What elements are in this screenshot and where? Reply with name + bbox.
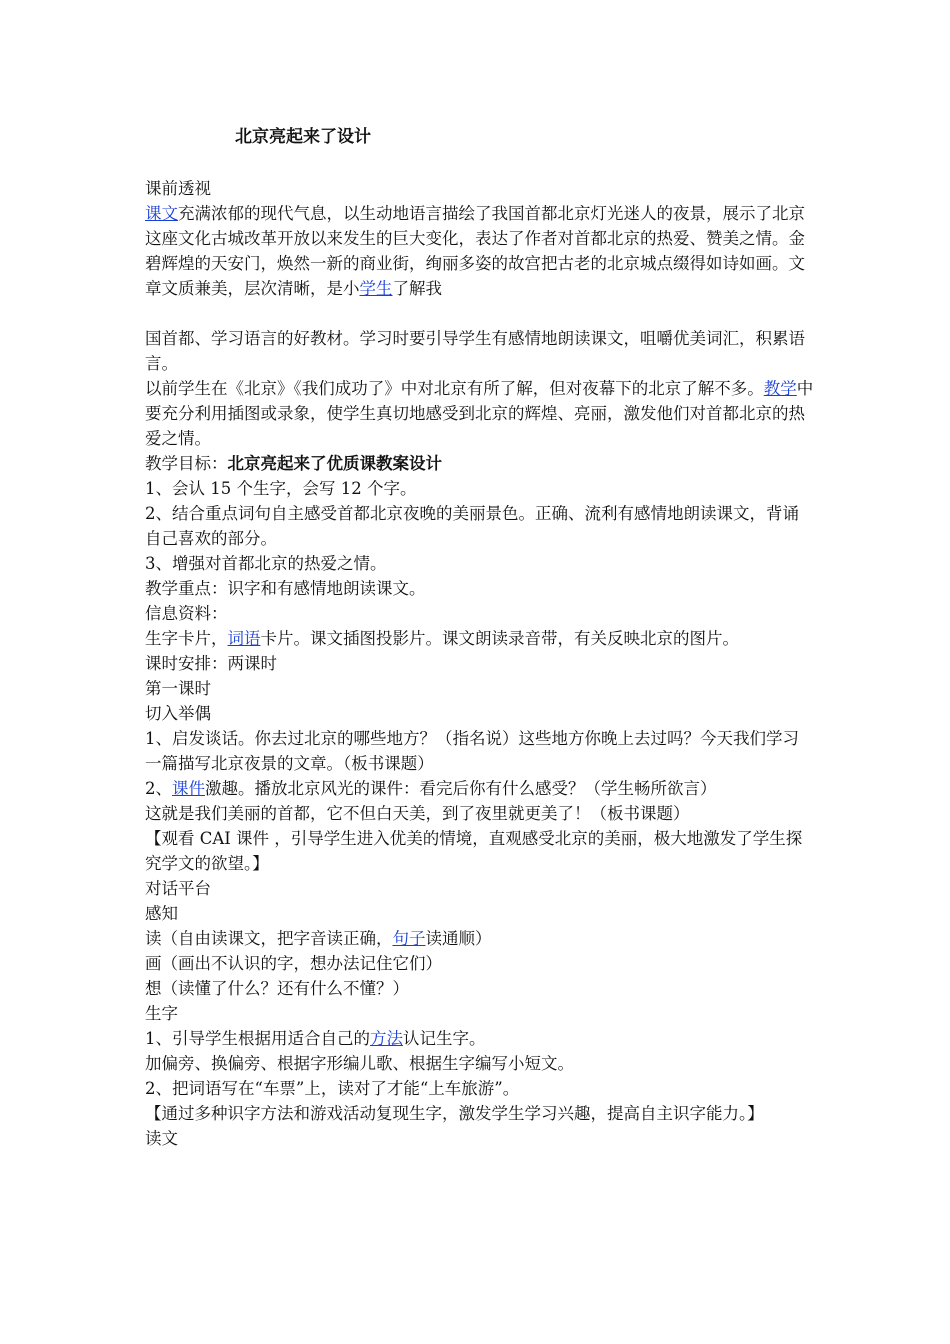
goal-3: 3、增强对首都北京的热爱之情。: [145, 554, 387, 573]
teaching-focus: 教学重点：识字和有感情地朗读课文。: [145, 579, 426, 598]
link-juzi[interactable]: 句子: [392, 929, 426, 948]
read-instruction-tail: 读通顺）: [425, 929, 492, 948]
link-fangfa[interactable]: 方法: [370, 1029, 403, 1048]
document-title: 北京亮起来了设计: [235, 127, 371, 147]
materials-text: 生字卡片，: [145, 629, 228, 648]
lesson-one-heading: 第一课时: [145, 679, 211, 698]
literacy-note: 【通过多种识字方法和游戏活动复现生字，激发学生学习兴趣，提高自主识字能力。】: [145, 1104, 764, 1123]
reading-heading: 读文: [145, 1129, 178, 1148]
paragraph-intro-tail: 了解我: [392, 279, 442, 298]
paragraph-background-tail: 中要充分利用插图或录象，使学生真切地感受到北京的辉煌、亮丽，激发他们对首都北京的热爱之情。: [145, 379, 814, 448]
link-jiaoxue[interactable]: 教学: [763, 379, 797, 398]
link-xuesheng[interactable]: 学生: [359, 279, 393, 298]
read-instruction: [145, 926, 815, 951]
document-page: [145, 124, 815, 1151]
cai-note: 【观看 CAI 课件 ，引导学生进入优美的情境，直观感受北京的美丽，极大地激发了学生探究学文的欲望。】: [145, 829, 803, 873]
new-words-step-2: 2、把词语写在“车票”上，读对了才能“上车旅游”。: [145, 1079, 520, 1098]
step-2-text: 激趣。播放北京风光的课件：看完后你有什么感受？（学生畅所欲言）: [205, 779, 717, 798]
new-words-heading: 生字: [145, 1004, 178, 1023]
blank-line: [145, 301, 815, 326]
paragraph-continue: 国首都、学习语言的好教材。学习时要引导学生有感情地朗读课文，咀嚼优美词汇，积累语言。: [145, 329, 805, 373]
paragraph-intro-text: 充满浓郁的现代气息，以生动地语言描绘了我国首都北京灯光迷人的夜景，展示了北京这座文化古城改革开放以来发生的巨大变化，表达了作者对首都北京的热爱、赞美之情。金碧辉煌的天安门，焕然一新的商业街，绚丽多姿的故宫把古老的北京城点缀得如诗如画。文章文质兼美，层次清晰，是小: [145, 204, 805, 298]
link-kejian[interactable]: 课件: [172, 779, 205, 798]
paragraph-background: [145, 376, 815, 451]
materials-line: [145, 626, 815, 651]
step-1: 1、启发谈话。你去过北京的哪些地方？（指名说）这些地方你晚上去过吗？今天我们学习一篇描写北京夜景的文章。（板书课题）: [145, 729, 799, 773]
info-materials-label: 信息资料：: [145, 604, 228, 623]
draw-instruction: 画（画出不认识的字，想办法记住它们）: [145, 954, 442, 973]
teaching-goals-line: [145, 451, 815, 476]
materials-tail: 卡片。课文插图投影片。课文朗读录音带，有关反映北京的图片。: [260, 629, 739, 648]
goal-1: 1、会认 15 个生字，会写 12 个字。: [145, 479, 417, 498]
methods-list: 加偏旁、换偏旁、根据字形编儿歌、根据生字编写小短文。: [145, 1054, 574, 1073]
perception-heading: 感知: [145, 904, 178, 923]
step-2-num: 2、: [145, 779, 172, 798]
section-heading-preview: 课前透视: [145, 179, 211, 198]
step-2-followup: 这就是我们美丽的首都，它不但白天美，到了夜里就更美了！（板书课题）: [145, 804, 690, 823]
paragraph-background-text: 以前学生在《北京》《我们成功了》中对北京有所了解，但对夜幕下的北京了解不多。: [145, 379, 764, 398]
teaching-goals-bold: 北京亮起来了优质课教案设计: [227, 454, 442, 473]
new-words-step-1-text: 1、引导学生根据用适合自己的: [145, 1029, 370, 1048]
step-2: [145, 776, 815, 801]
schedule: 课时安排：两课时: [145, 654, 277, 673]
think-instruction: 想（读懂了什么？还有什么不懂？）: [145, 979, 409, 998]
goal-2: 2、结合重点词句自主感受首都北京夜晚的美丽景色。正确、流利有感情地朗读课文，背诵自己喜欢的部分。: [145, 504, 799, 548]
link-ciyu[interactable]: 词语: [227, 629, 261, 648]
new-words-step-1-tail: 认记生字。: [403, 1029, 486, 1048]
new-words-step-1: [145, 1026, 815, 1051]
paragraph-intro: [145, 201, 815, 301]
dialogue-heading: 对话平台: [145, 879, 211, 898]
read-instruction-text: 读（自由读课文，把字音读正确，: [145, 929, 393, 948]
link-kewen[interactable]: 课文: [145, 204, 178, 223]
teaching-goals-label: 教学目标：: [145, 454, 228, 473]
intro-heading: 切入举偶: [145, 704, 211, 723]
